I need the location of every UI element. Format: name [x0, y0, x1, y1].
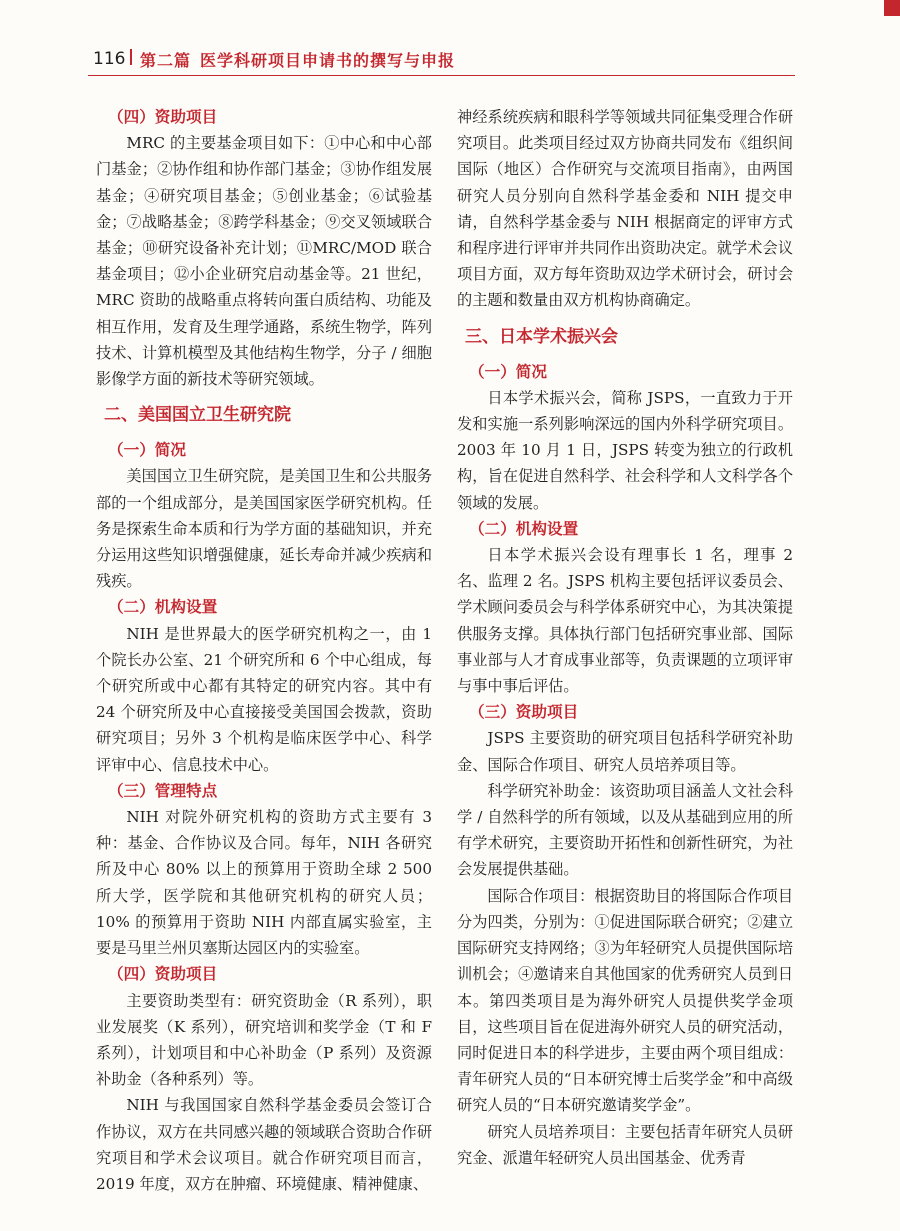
paragraph: MRC 的主要基金项目如下：①中心和中心部门基金；②协作组和协作部门基金；③协作组发展基金；④研究项目基金；⑤创业基金；⑥试验基金；⑦战略基金；⑧跨学科基金；⑨交叉领域联合基金；⑩研究设备补充计划；⑪MRC/MOD 联合基金项目；⑫小企业研究启动基金等。21 世纪，MRC 资助的战略重点将转向蛋白质结构、功能及相互作用，发育及生理学通路，系统生物学，阵列技术、计算机模型及其他结构生物学，分子 / 细胞影像学方面的新技术等研究领域。 [96, 134, 432, 389]
paragraph: 主要资助类型有：研究资助金（R 系列），职业发展奖（K 系列），研究培训和奖学金（T 和 F 系列），计划项目和中心补助金（P 系列）及资源补助金（各种系列）等。 [96, 991, 432, 1089]
paragraph: 研究人员培养项目：主要包括青年研究人员研究金、派遣年轻研究人员出国基金、优秀青 [457, 1122, 793, 1167]
paragraph: JSPS 主要资助的研究项目包括科学研究补助金、国际合作项目、研究人员培养项目等。 [457, 729, 793, 774]
header-rule [88, 75, 795, 76]
subsection-heading: （一）简况 [108, 440, 186, 460]
page-number: 116 [93, 49, 126, 69]
subsection-heading: （二）机构设置 [108, 597, 218, 617]
paragraph: 国际合作项目：根据资助目的将国际合作项目分为四类，分别为：①促进国际联合研究；②建立国际研究支持网络；③为年轻研究人员提供国际培训机会；④邀请来自其他国家的优秀研究人员到日本。第四类项目是为海外研究人员提供奖学金项目，这些项目旨在促进海外研究人员的研究活动，同时促进日本的科学进步，主要由两个项目组成：青年研究人员的“日本研究博士后奖学金”和中高级研究人员的“日本研究邀请奖学金”。 [457, 886, 793, 1115]
paragraph: 日本学术振兴会设有理事长 1 名，理事 2 名、监理 2 名。JSPS 机构主要包括评议委员会、学术顾问委员会与科学体系研究中心，为其决策提供服务支撑。具体执行部门包括研究事业部、国际事业部与人才育成事业部等，负责课题的立项评审与事中事后评估。 [457, 546, 793, 696]
section-heading: 三、日本学术振兴会 [465, 326, 618, 347]
paragraph: 美国国立卫生研究院，是美国卫生和公共服务部的一个组成部分，是美国国家医学研究机构。任务是探索生命本质和行为学方面的基础知识，并充分运用这些知识增强健康，延长寿命并减少疾病和残疾。 [96, 467, 432, 591]
paragraph: 日本学术振兴会，简称 JSPS，一直致力于开发和实施一系列影响深远的国内外科学研究项目。2003 年 10 月 1 日，JSPS 转变为独立的行政机构，旨在促进自然科学、社会科学和人文科学各个领域的发展。 [457, 388, 793, 512]
paragraph: 神经系统疾病和眼科学等领域共同征集受理合作研究项目。此类项目经过双方协商共同发布《组织间国际（地区）合作研究与交流项目指南》，由两国研究人员分别向自然科学基金委和 NIH 提交申请，自然科学基金委与 NIH 根据商定的评审方式和程序进行评审并共同作出资助决定。就学术会议项目方面，双方每年资助双边学术研讨会，研讨会的主题和数量由双方机构协商确定。 [457, 108, 793, 310]
paragraph: NIH 对院外研究机构的资助方式主要有 3 种：基金、合作协议及合同。每年，NIH 各研究所及中心 80% 以上的预算用于资助全球 2 500 所大学，医学院和其他研究机构的研究人员；10% 的预算用于资助 NIH 内部直属实验室，主要是马里兰州贝塞斯达园区内的实验室。 [96, 808, 432, 958]
right-column [457, 104, 793, 1171]
part-label: 第二篇 [140, 51, 192, 70]
left-column [96, 104, 432, 1197]
section-heading: 二、美国国立卫生研究院 [104, 405, 291, 426]
subsection-heading: （四）资助项目 [108, 107, 218, 126]
book-title: 医学科研项目申请书的撰写与申报 [200, 51, 456, 70]
subsection-heading: （一）简况 [469, 361, 547, 381]
subsection-heading: （三）管理特点 [108, 780, 218, 800]
running-header [0, 0, 900, 80]
subsection-heading: （四）资助项目 [108, 964, 218, 984]
paragraph: NIH 是世界最大的医学研究机构之一，由 1 个院长办公室、21 个研究所和 6 个中心组成，每个研究所或中心都有其特定的研究内容。其中有 24 个研究所及中心直接接受美国国会拨款，资助研究项目；另外 3 个机构是临床医学中心、科学评审中心、信息技术中心。 [96, 624, 432, 774]
paragraph: NIH 与我国国家自然科学基金委员会签订合作协议，双方在共同感兴趣的领域联合资助合作研究项目和学术会议项目。就合作研究项目而言，2019 年度，双方在肿瘤、环境健康、精神健康、 [96, 1096, 432, 1193]
header-separator [130, 49, 132, 65]
subsection-heading: （三）资助项目 [469, 702, 579, 722]
paragraph: 科学研究补助金：该资助项目涵盖人文社会科学 / 自然科学的所有领域，以及从基础到应用的所有学术研究，主要资助开拓性和创新性研究，为社会发展提供基础。 [457, 781, 793, 879]
subsection-heading: （二）机构设置 [469, 518, 579, 538]
